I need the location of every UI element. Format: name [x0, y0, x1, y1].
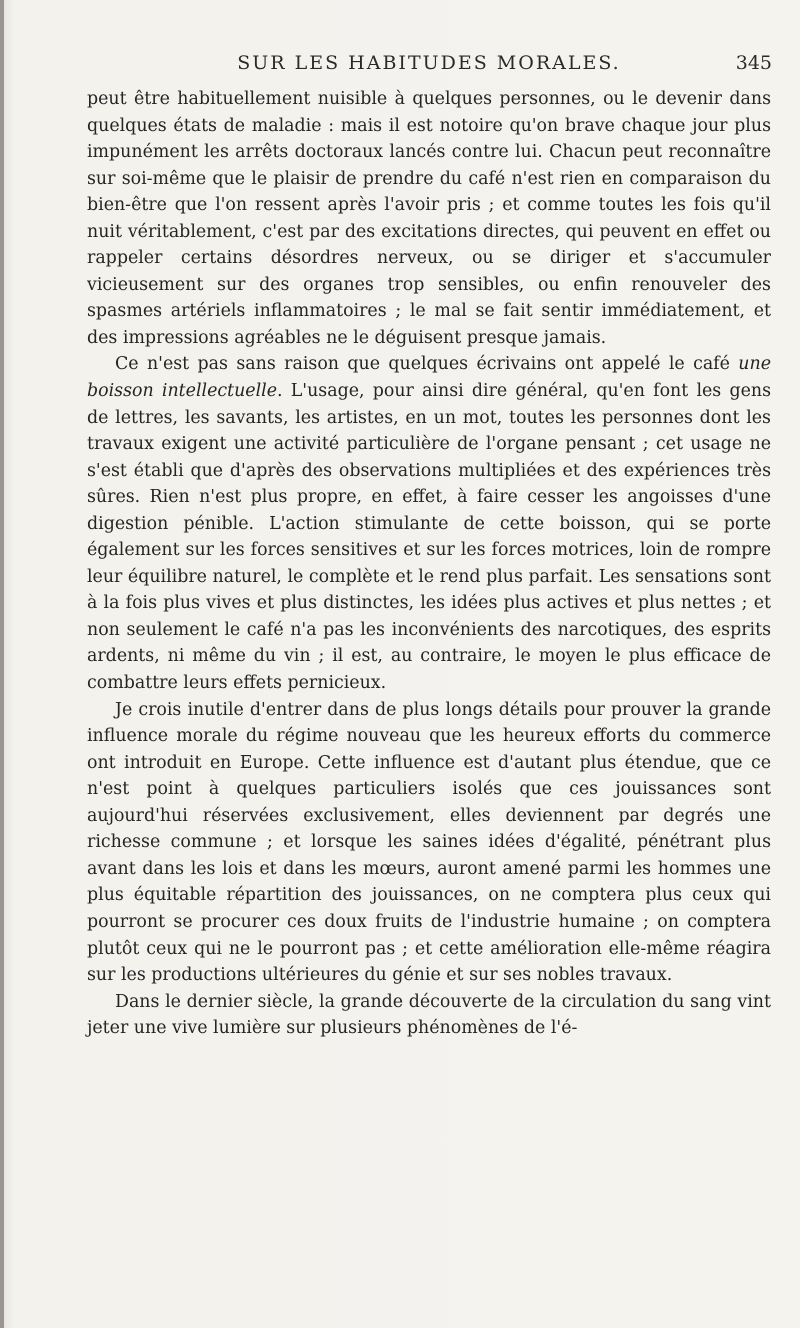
page-number: 345: [735, 52, 772, 74]
paragraph-3: Je crois inutile d'entrer dans de plus longs détails pour prouver la grande influence morale du régime nouveau que les heureux efforts du commerce ont introduit en Europe. Cette influence est d'autant plus étendue, que ce n'est point à quelques particuliers isolés que ces jouissances sont aujourd'hui réservées exclusivement, elles deviennent par degrés une richesse commune ; et lorsque les saines idées d'égalité, pénétrant plus avant dans les lois et dans les mœurs, auront amené parmi les hommes une plus équitable répartition des jouissances, on ne comptera plus ceux qui pourront se procurer ces doux fruits de l'industrie humaine ; on comptera plutôt ceux qui ne le pourront pas ; et cette amélioration elle-même réagira sur les productions ultérieures du génie et sur ses nobles travaux.: [87, 699, 771, 986]
body-text: [87, 86, 771, 1042]
paragraph-4: Dans le dernier siècle, la grande découverte de la circulation du sang vint jeter une vive lumière sur plusieurs phénomènes de l'é-: [87, 991, 771, 1039]
paragraph-2-start: Ce n'est pas sans raison que quelques écrivains ont appelé le café: [115, 354, 739, 375]
paragraph-2-italic: une boisson intellectuelle: [87, 354, 771, 402]
running-title: SUR LES HABITUDES MORALES.: [237, 52, 621, 74]
paragraph-2: [87, 351, 771, 696]
page-spine-shadow: [0, 0, 4, 1328]
paragraph-1: peut être habituellement nuisible à quelques personnes, ou le devenir dans quelques états de maladie : mais il est notoire qu'on brave chaque jour plus impunément les arrêts doctoraux lancés contre lui. Chacun peut reconnaître sur soi-même que le plaisir de prendre du café n'est rien en comparaison du bien-être que l'on ressent après l'avoir pris ; et comme toutes les fois qu'il nuit véritablement, c'est par des excitations directes, qui peuvent en effet ou rappeler certains désordres nerveux, ou se diriger et s'accumuler vicieusement sur des organes trop sensibles, ou enfin renouveler des spasmes artériels inflammatoires ; le mal se fait sentir immédiatement, et des impressions agréables ne le déguisent presque jamais.: [87, 89, 771, 348]
page-header: [84, 52, 774, 80]
paragraph-2-end: . L'usage, pour ainsi dire général, qu'en font les gens de lettres, les savants, les artistes, en un mot, toutes les personnes dont les travaux exigent une activité particulière de l'organe pensant ; cet usage ne s'est établi que d'après des observations multipliées et des expériences très sûres. Rien n'est plus propre, en effet, à faire cesser les angoisses d'une digestion pénible. L'action stimulante de cette boisson, qui se porte également sur les forces sensitives et sur les forces motrices, loin de rompre leur équilibre naturel, le complète et le rend plus parfait. Les sensations sont à la fois plus vives et plus distinctes, les idées plus actives et plus nettes ; et non seulement le café n'a pas les inconvénients des narcotiques, des esprits ardents, ni même du vin ; il est, au contraire, le moyen le plus efficace de combattre leurs effets pernicieux.: [87, 381, 771, 694]
